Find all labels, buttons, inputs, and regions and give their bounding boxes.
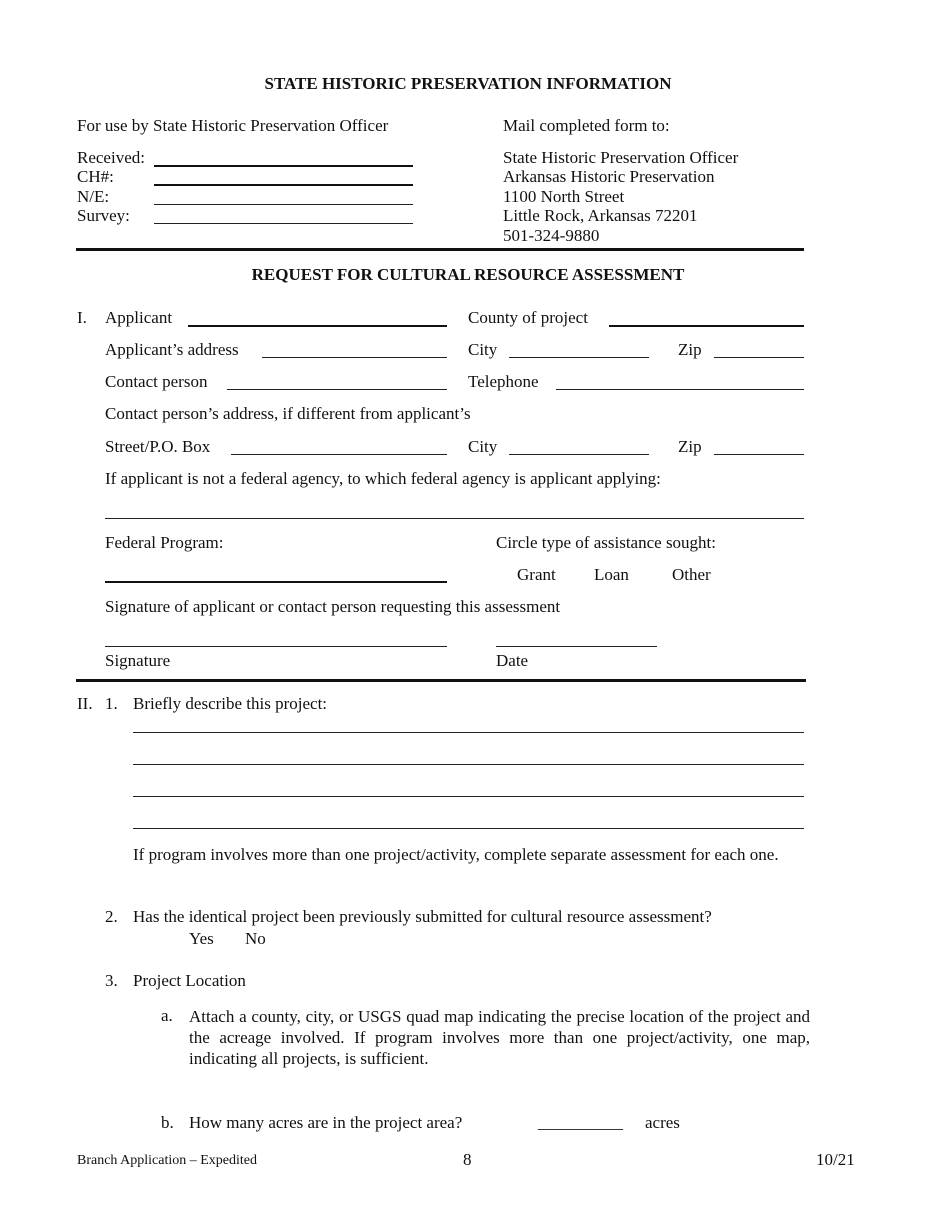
applicant-address-label: Applicant’s address <box>105 340 239 359</box>
street-field[interactable] <box>231 454 447 455</box>
section-divider <box>76 679 806 682</box>
address-line-2: Arkansas Historic Preservation <box>503 167 715 186</box>
zip-label: Zip <box>678 340 702 359</box>
question-3-text: Project Location <box>133 971 246 990</box>
ch-field[interactable] <box>154 184 413 186</box>
description-line-2[interactable] <box>133 764 804 765</box>
city-label-2: City <box>468 437 498 456</box>
question-2-text: Has the identical project been previously submitted for cultural resource assessment? <box>133 907 712 926</box>
description-line-1[interactable] <box>133 732 804 733</box>
option-loan[interactable]: Loan <box>594 565 629 584</box>
federal-agency-question: If applicant is not a federal agency, to which federal agency is applicant applying: <box>105 469 661 488</box>
federal-agency-field[interactable] <box>105 518 804 519</box>
page-number: 8 <box>463 1150 472 1169</box>
section-1-numeral: I. <box>77 308 87 327</box>
option-grant[interactable]: Grant <box>517 565 556 584</box>
question-3-number: 3. <box>105 971 118 990</box>
mail-label: Mail completed form to: <box>503 116 670 135</box>
contact-person-label: Contact person <box>105 372 208 391</box>
survey-label: Survey: <box>77 206 130 225</box>
section-2-numeral: II. <box>77 694 93 713</box>
city-field[interactable] <box>509 357 649 358</box>
item-a-text: Attach a county, city, or USGS quad map indicating the precise location of the project and the acreage involved. If program involves more than one project/activity, one map, indicating all projects, is sufficient. <box>189 1007 810 1068</box>
office-use-label: For use by State Historic Preservation Officer <box>77 116 389 135</box>
street-label: Street/P.O. Box <box>105 437 211 456</box>
footer-left: Branch Application – Expedited <box>77 1153 258 1168</box>
city-field-2[interactable] <box>509 454 649 455</box>
option-other[interactable]: Other <box>672 565 711 584</box>
answer-yes[interactable]: Yes <box>189 929 214 948</box>
footer-date: 10/21 <box>816 1150 855 1169</box>
received-label: Received: <box>77 148 145 167</box>
ne-label: N/E: <box>77 187 110 206</box>
acres-blank[interactable]: __________ <box>538 1113 623 1132</box>
ne-field[interactable] <box>154 204 413 205</box>
federal-program-field[interactable] <box>105 581 447 583</box>
zip-field[interactable] <box>714 357 804 358</box>
city-label: City <box>468 340 498 359</box>
survey-field[interactable] <box>154 223 413 224</box>
acres-unit: acres <box>645 1113 680 1132</box>
address-line-1: State Historic Preservation Officer <box>503 148 739 167</box>
question-2-number: 2. <box>105 907 118 926</box>
applicant-label: Applicant <box>105 308 173 327</box>
signature-field[interactable] <box>105 646 447 647</box>
signature-label: Signature <box>105 651 171 670</box>
circle-type-label: Circle type of assistance sought: <box>496 533 717 552</box>
date-label: Date <box>496 651 529 670</box>
request-title: REQUEST FOR CULTURAL RESOURCE ASSESSMENT <box>251 265 685 284</box>
zip-label-2: Zip <box>678 437 702 456</box>
header-divider <box>76 248 804 251</box>
telephone-label: Telephone <box>468 372 539 391</box>
received-field[interactable] <box>154 165 413 167</box>
item-b-label: b. <box>161 1113 174 1132</box>
county-field[interactable] <box>609 325 804 327</box>
county-label: County of project <box>468 308 588 327</box>
address-line-4: Little Rock, Arkansas 72201 <box>503 206 698 225</box>
multi-project-note: If program involves more than one project/activity, complete separate assessment for each one. <box>133 845 779 864</box>
question-1-text: Briefly describe this project: <box>133 694 328 713</box>
contact-person-field[interactable] <box>227 389 447 390</box>
applicant-address-field[interactable] <box>262 357 447 358</box>
telephone-field[interactable] <box>556 389 804 390</box>
contact-address-note: Contact person’s address, if different from applicant’s <box>105 404 471 423</box>
federal-program-label: Federal Program: <box>105 533 224 552</box>
address-line-3: 1100 North Street <box>503 187 625 206</box>
address-line-5: 501-324-9880 <box>503 226 600 245</box>
signature-note: Signature of applicant or contact person requesting this assessment <box>105 597 561 616</box>
ch-label: CH#: <box>77 167 114 186</box>
answer-no[interactable]: No <box>245 929 266 948</box>
description-line-4[interactable] <box>133 828 804 829</box>
zip-field-2[interactable] <box>714 454 804 455</box>
date-field[interactable] <box>496 646 657 647</box>
applicant-field[interactable] <box>188 325 447 327</box>
item-b-text: How many acres are in the project area? <box>189 1113 463 1132</box>
question-1-number: 1. <box>105 694 118 713</box>
item-a-label: a. <box>161 1006 173 1025</box>
description-line-3[interactable] <box>133 796 804 797</box>
form-title: STATE HISTORIC PRESERVATION INFORMATION <box>264 74 672 93</box>
